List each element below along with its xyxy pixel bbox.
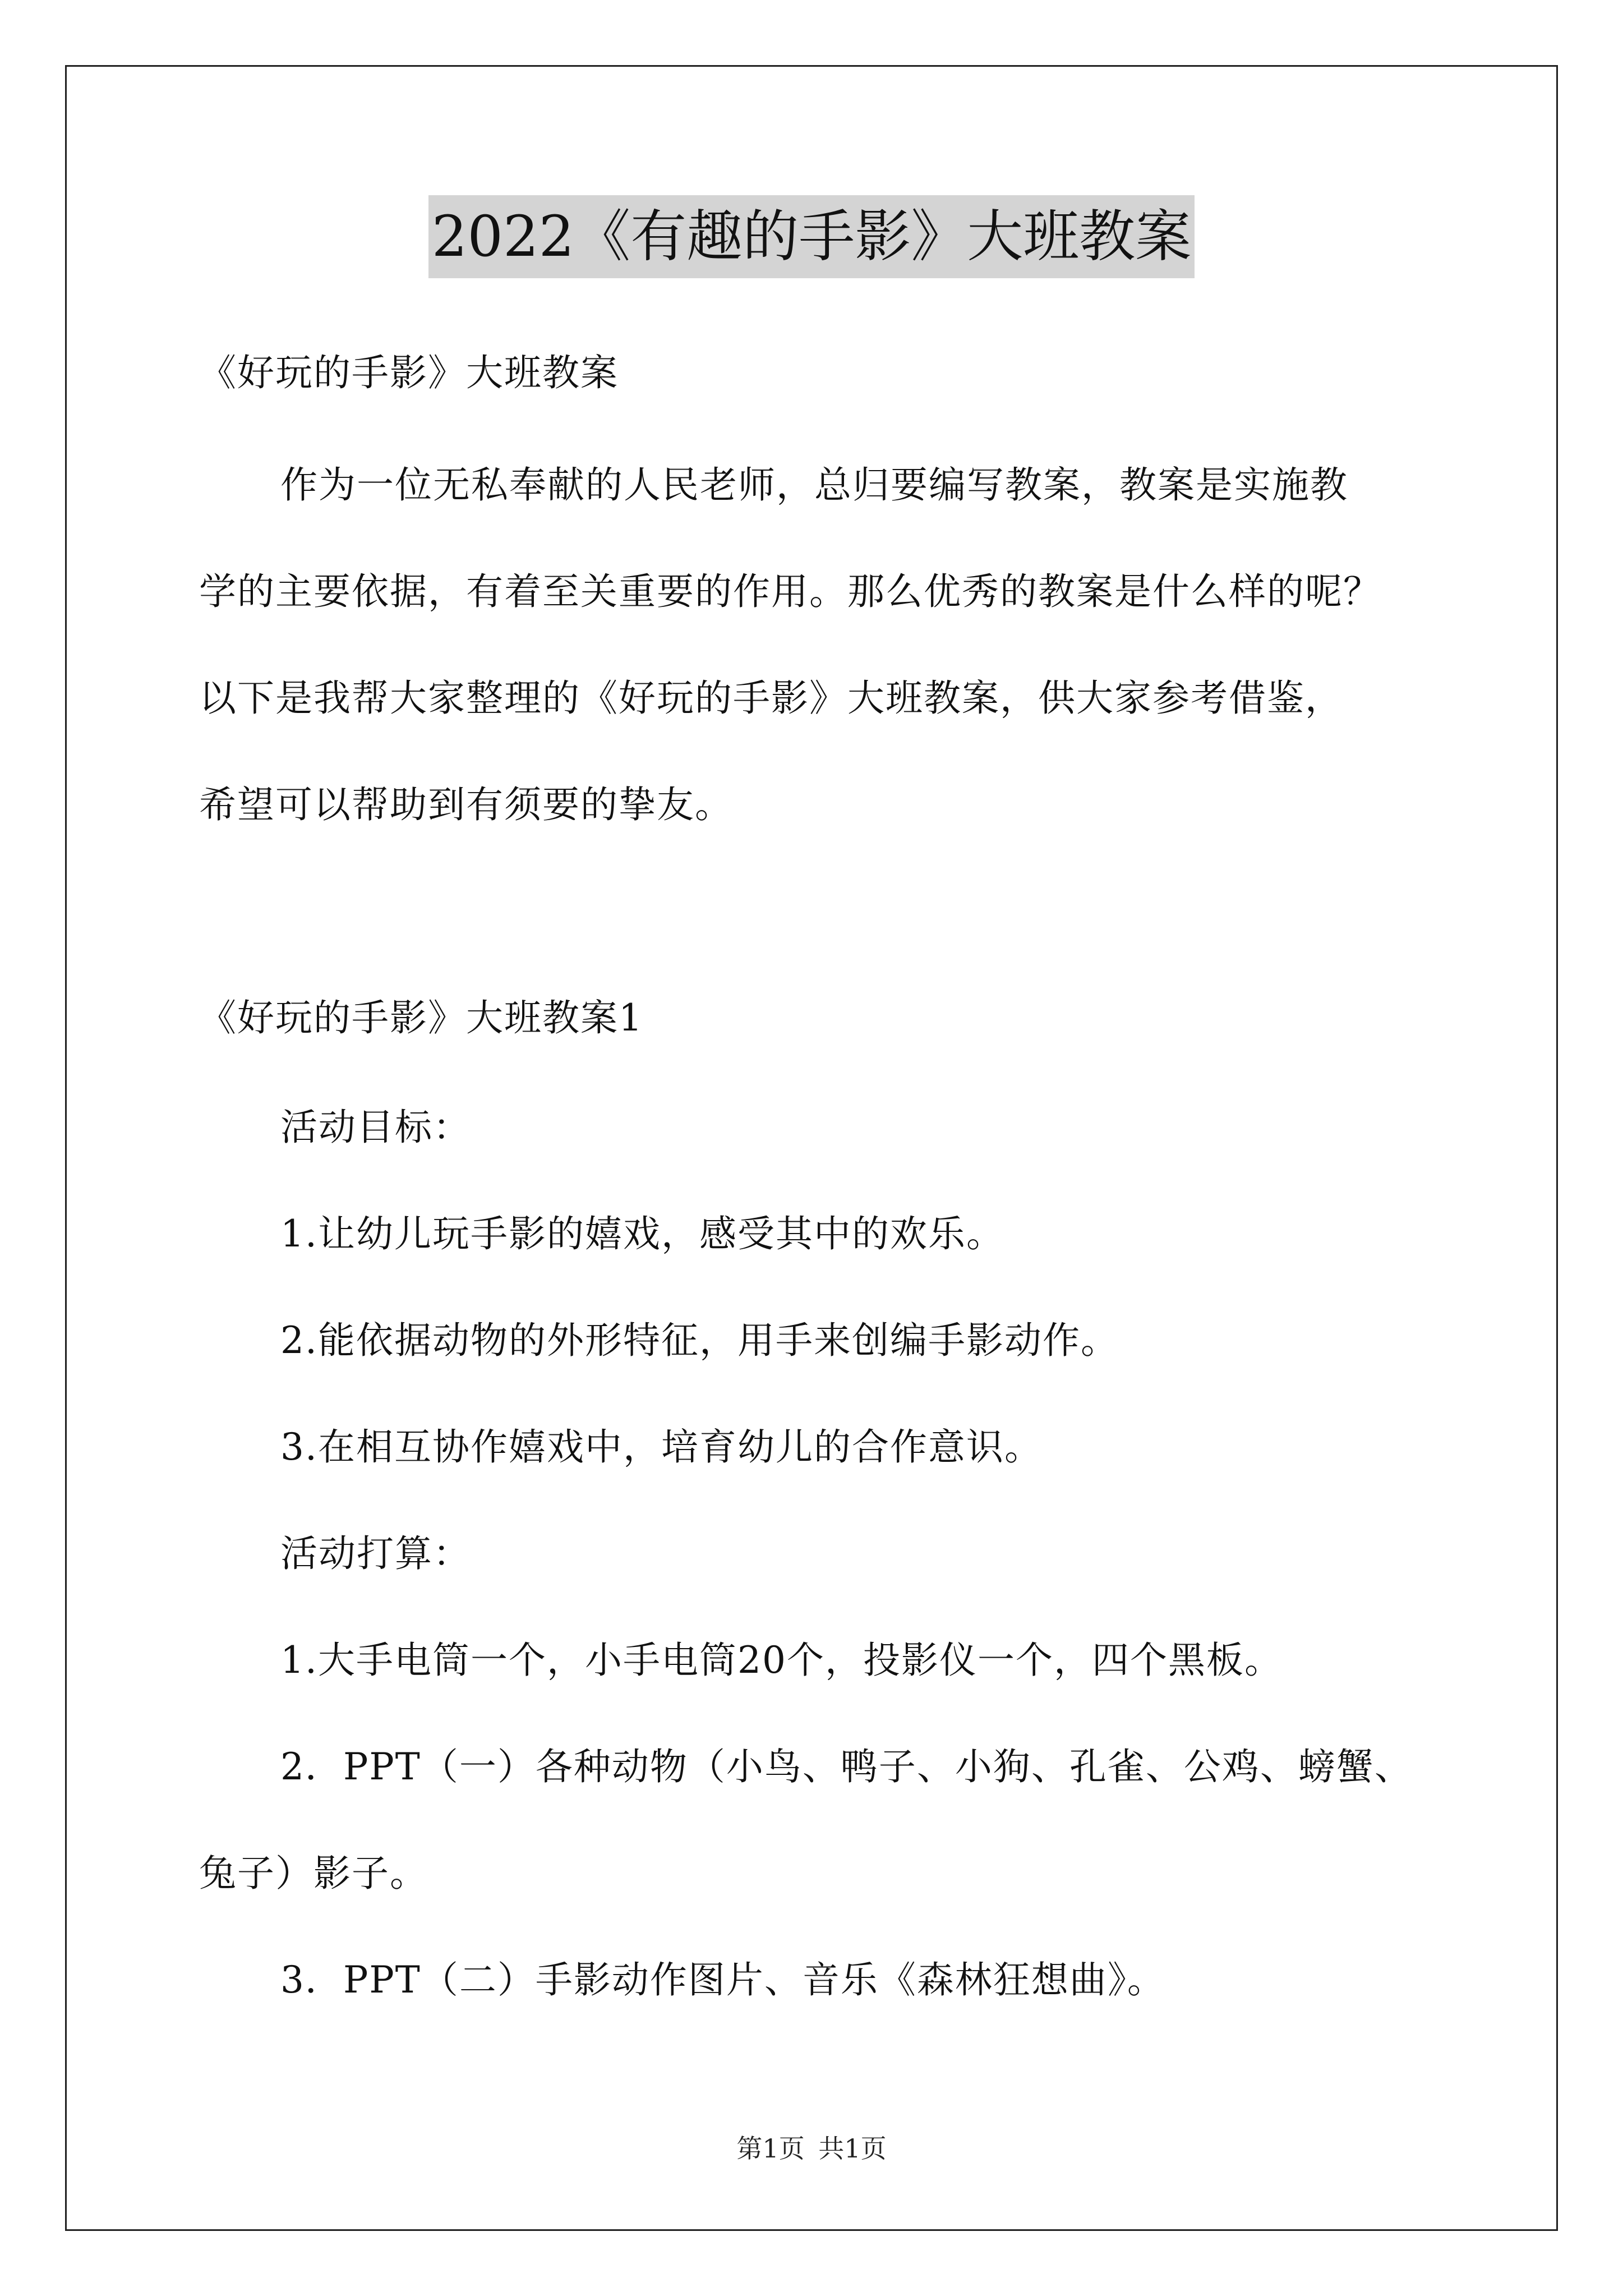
subtitle: 《好玩的手影》大班教案 (199, 351, 619, 394)
prep-item-2: 2．PPT（一）各种动物（小鸟、鸭子、小狗、孔雀、公鸡、螃蟹、 (280, 1745, 1413, 1788)
goals-heading: 活动目标： (280, 1106, 471, 1149)
intro-line-3: 以下是我帮大家整理的《好玩的手影》大班教案，供大家参考借鉴， (199, 677, 1343, 720)
title-container (0, 195, 1623, 278)
goal-item-2: 2.能依据动物的外形特征，用手来创编手影动作。 (280, 1319, 1119, 1362)
intro-line-4: 希望可以帮助到有须要的挚友。 (199, 783, 733, 826)
document-title: 2022《有趣的手影》大班教案 (428, 195, 1195, 278)
goal-item-3: 3.在相互协作嬉戏中，培育幼儿的合作意识。 (280, 1425, 1043, 1469)
prep-heading: 活动打算： (280, 1532, 471, 1575)
intro-line-2: 学的主要依据，有着至关重要的作用。那么优秀的教案是什么样的呢？ (199, 570, 1381, 613)
prep-item-1: 1.大手电筒一个，小手电筒20个，投影仪一个，四个黑板。 (280, 1639, 1283, 1682)
prep-item-3: 3．PPT（二）手影动作图片、音乐《森林狂想曲》。 (280, 1958, 1165, 2001)
page-footer: 第1页 共1页 (736, 2133, 887, 2164)
intro-line-1: 作为一位无私奉献的人民老师，总归要编写教案，教案是实施教 (280, 463, 1348, 507)
goal-item-1: 1.让幼儿玩手影的嬉戏，感受其中的欢乐。 (280, 1212, 1004, 1255)
prep-item-2-cont: 兔子）影子。 (199, 1852, 428, 1895)
section-heading: 《好玩的手影》大班教案1 (199, 996, 643, 1039)
